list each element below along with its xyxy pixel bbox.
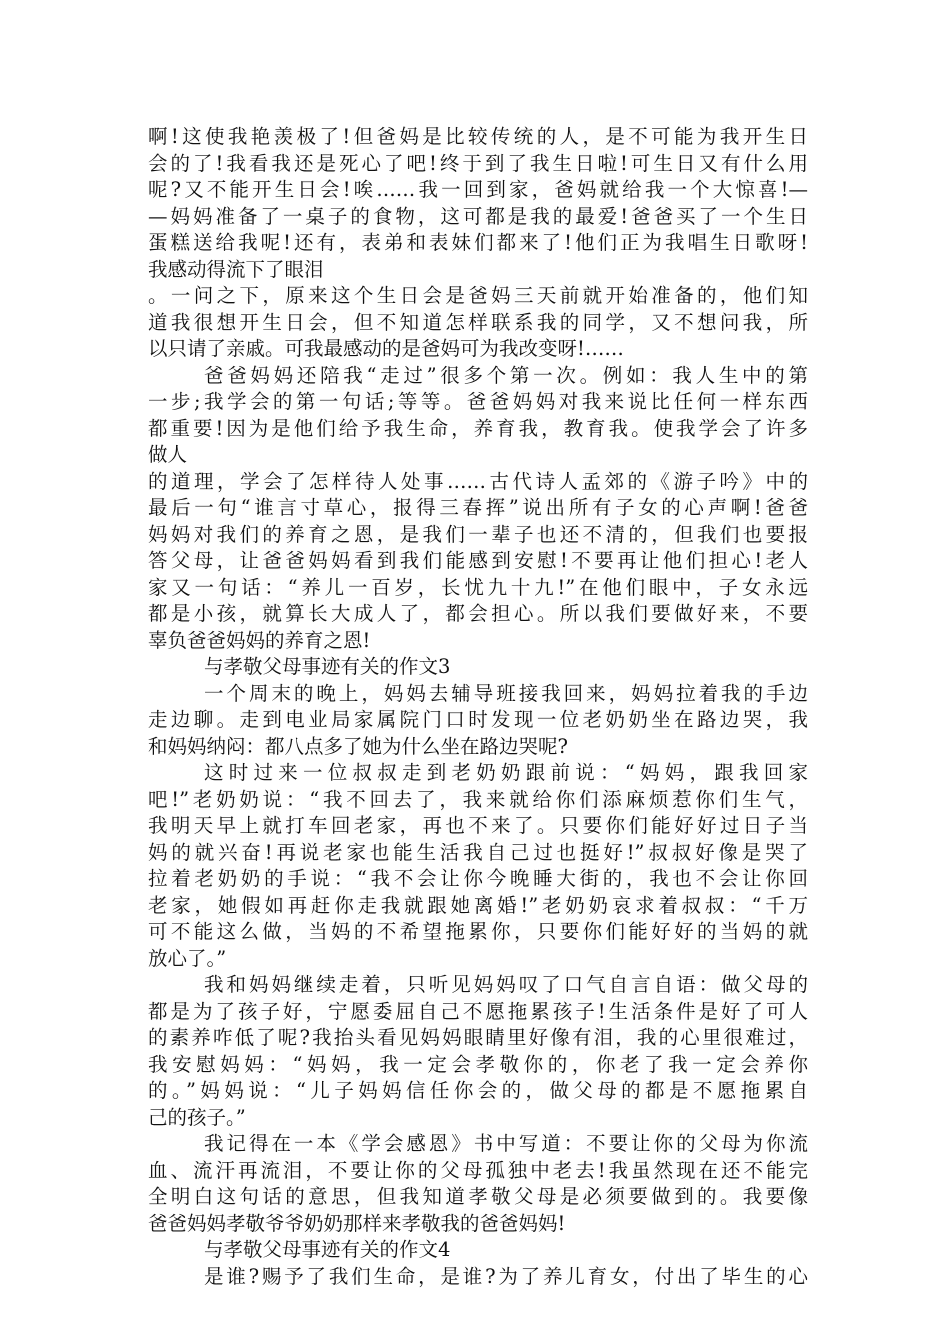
document-page [148,124,808,1290]
text-line: 妈妈对我们的养育之恩，是我们一辈子也还不清的，但我们也要报 [148,522,808,546]
text-line: 都是小孩，就算长大成人了，都会担心。所以我们要做好来，不要 [148,602,808,625]
text-line: 呢?又不能开生日会!唉……我一回到家，爸妈就给我一个大惊喜!— [148,178,808,201]
text-line: —妈妈准备了一桌子的食物，这可都是我的最爱!爸爸买了一个生日 [148,204,808,228]
text-line: 这时过来一位叔叔走到老奶奶跟前说：“妈妈，跟我回家 [204,761,808,784]
text-line: 最后一句“谁言寸草心，报得三春挥”说出所有子女的心声啊!爸爸 [148,496,808,519]
text-line: 啊!这使我艳羡极了!但爸妈是比较传统的人，是不可能为我开生日 [148,125,808,148]
text-line: 的道理，学会了怎样待人处事……古代诗人孟郊的《游子吟》中的 [148,469,808,493]
text-line: 的。”妈妈说：“儿子妈妈信任你会的，做父母的都是不愿拖累自 [148,1079,808,1102]
text-line: 全明白这句话的意思，但我知道孝敬父母是必须要做到的。我要像 [148,1185,808,1208]
text-line: 和妈妈纳闷：都八点多了她为什么坐在路边哭呢? [148,734,568,758]
text-line: 都是为了孩子好，宁愿委屈自己不愿拖累孩子!生活条件是好了可人 [148,999,808,1023]
text-line: 我明天早上就打车回老家，再也不来了。只要你们能好好过日子当 [148,814,808,837]
text-line: 爸爸妈妈孝敬爷爷奶奶那样来孝敬我的爸爸妈妈! [148,1211,566,1235]
text-line: 爸爸妈妈还陪我“走过”很多个第一次。例如：我人生中的第 [204,363,808,387]
text-line: 的素养咋低了呢?我抬头看见妈妈眼睛里好像有泪，我的心里很难过， [148,1026,808,1049]
text-line: 都重要!因为是他们给予我生命，养育我，教育我。使我学会了许多 [148,416,808,440]
text-line: 辜负爸爸妈妈的养育之恩! [148,628,371,652]
text-line: 。一问之下，原来这个生日会是爸妈三天前就开始准备的，他们知 [148,284,808,307]
text-line: 我记得在一本《学会感恩》书中写道：不要让你的父母为你流 [204,1132,808,1155]
text-line: 放心了。” [148,946,227,970]
text-line: 己的孩子。” [148,1105,246,1129]
text-line: 老家，她假如再赶你走我就跟她离婚!”老奶奶哀求着叔叔：“千万 [148,893,808,917]
text-line: 拉着老奶奶的手说：“我不会让你今晚睡大街的，我也不会让你回 [148,867,808,890]
text-line: 蛋糕送给我呢!还有，表弟和表妹们都来了!他们正为我唱生日歌呀! [148,231,808,254]
text-line: 与孝敬父母事迹有关的作文3 [204,655,451,678]
text-line: 妈的就兴奋!再说老家也能生活我自己过也挺好!”叔叔好像是哭了 [148,840,808,864]
text-line: 以只请了亲戚。可我最感动的是爸妈可为我改变呀!…… [148,337,624,360]
text-line: 血、流汗再流泪，不要让你的父母孤独中老去!我虽然现在还不能完 [148,1158,808,1182]
text-line: 会的了!我看我还是死心了吧!终于到了我生日啦!可生日又有什么用 [148,151,808,175]
text-line: 吧!”老奶奶说：“我不回去了，我来就给你们添麻烦惹你们生气， [148,787,808,811]
text-line: 与孝敬父母事迹有关的作文4 [204,1238,451,1261]
text-line: 一个周末的晚上，妈妈去辅导班接我回来，妈妈拉着我的手边 [204,681,808,705]
text-line: 答父母，让爸爸妈妈看到我们能感到安慰!不要再让他们担心!老人 [148,549,808,572]
text-line: 可不能这么做，当妈的不希望拖累你，只要你们能好好的当妈的就 [148,920,808,943]
text-line: 我安慰妈妈：“妈妈，我一定会孝敬你的，你老了我一定会养你 [148,1052,808,1076]
text-line: 我和妈妈继续走着，只听见妈妈叹了口气自言自语：做父母的 [204,973,808,996]
text-line: 做人 [148,443,188,466]
text-line: 一步;我学会的第一句话;等等。爸爸妈妈对我来说比任何一样东西 [148,390,808,413]
text-line: 我感动得流下了眼泪 [148,257,324,281]
text-line: 家又一句话：“养儿一百岁，长忧九十九!”在他们眼中，子女永远 [148,575,808,599]
text-line: 走边聊。走到电业局家属院门口时发现一位老奶奶坐在路边哭，我 [148,708,808,731]
text-line: 道我很想开生日会，但不知道怎样联系我的同学，又不想问我，所 [148,310,808,334]
text-line: 是谁?赐予了我们生命，是谁?为了养儿育女，付出了毕生的心 [204,1264,808,1288]
